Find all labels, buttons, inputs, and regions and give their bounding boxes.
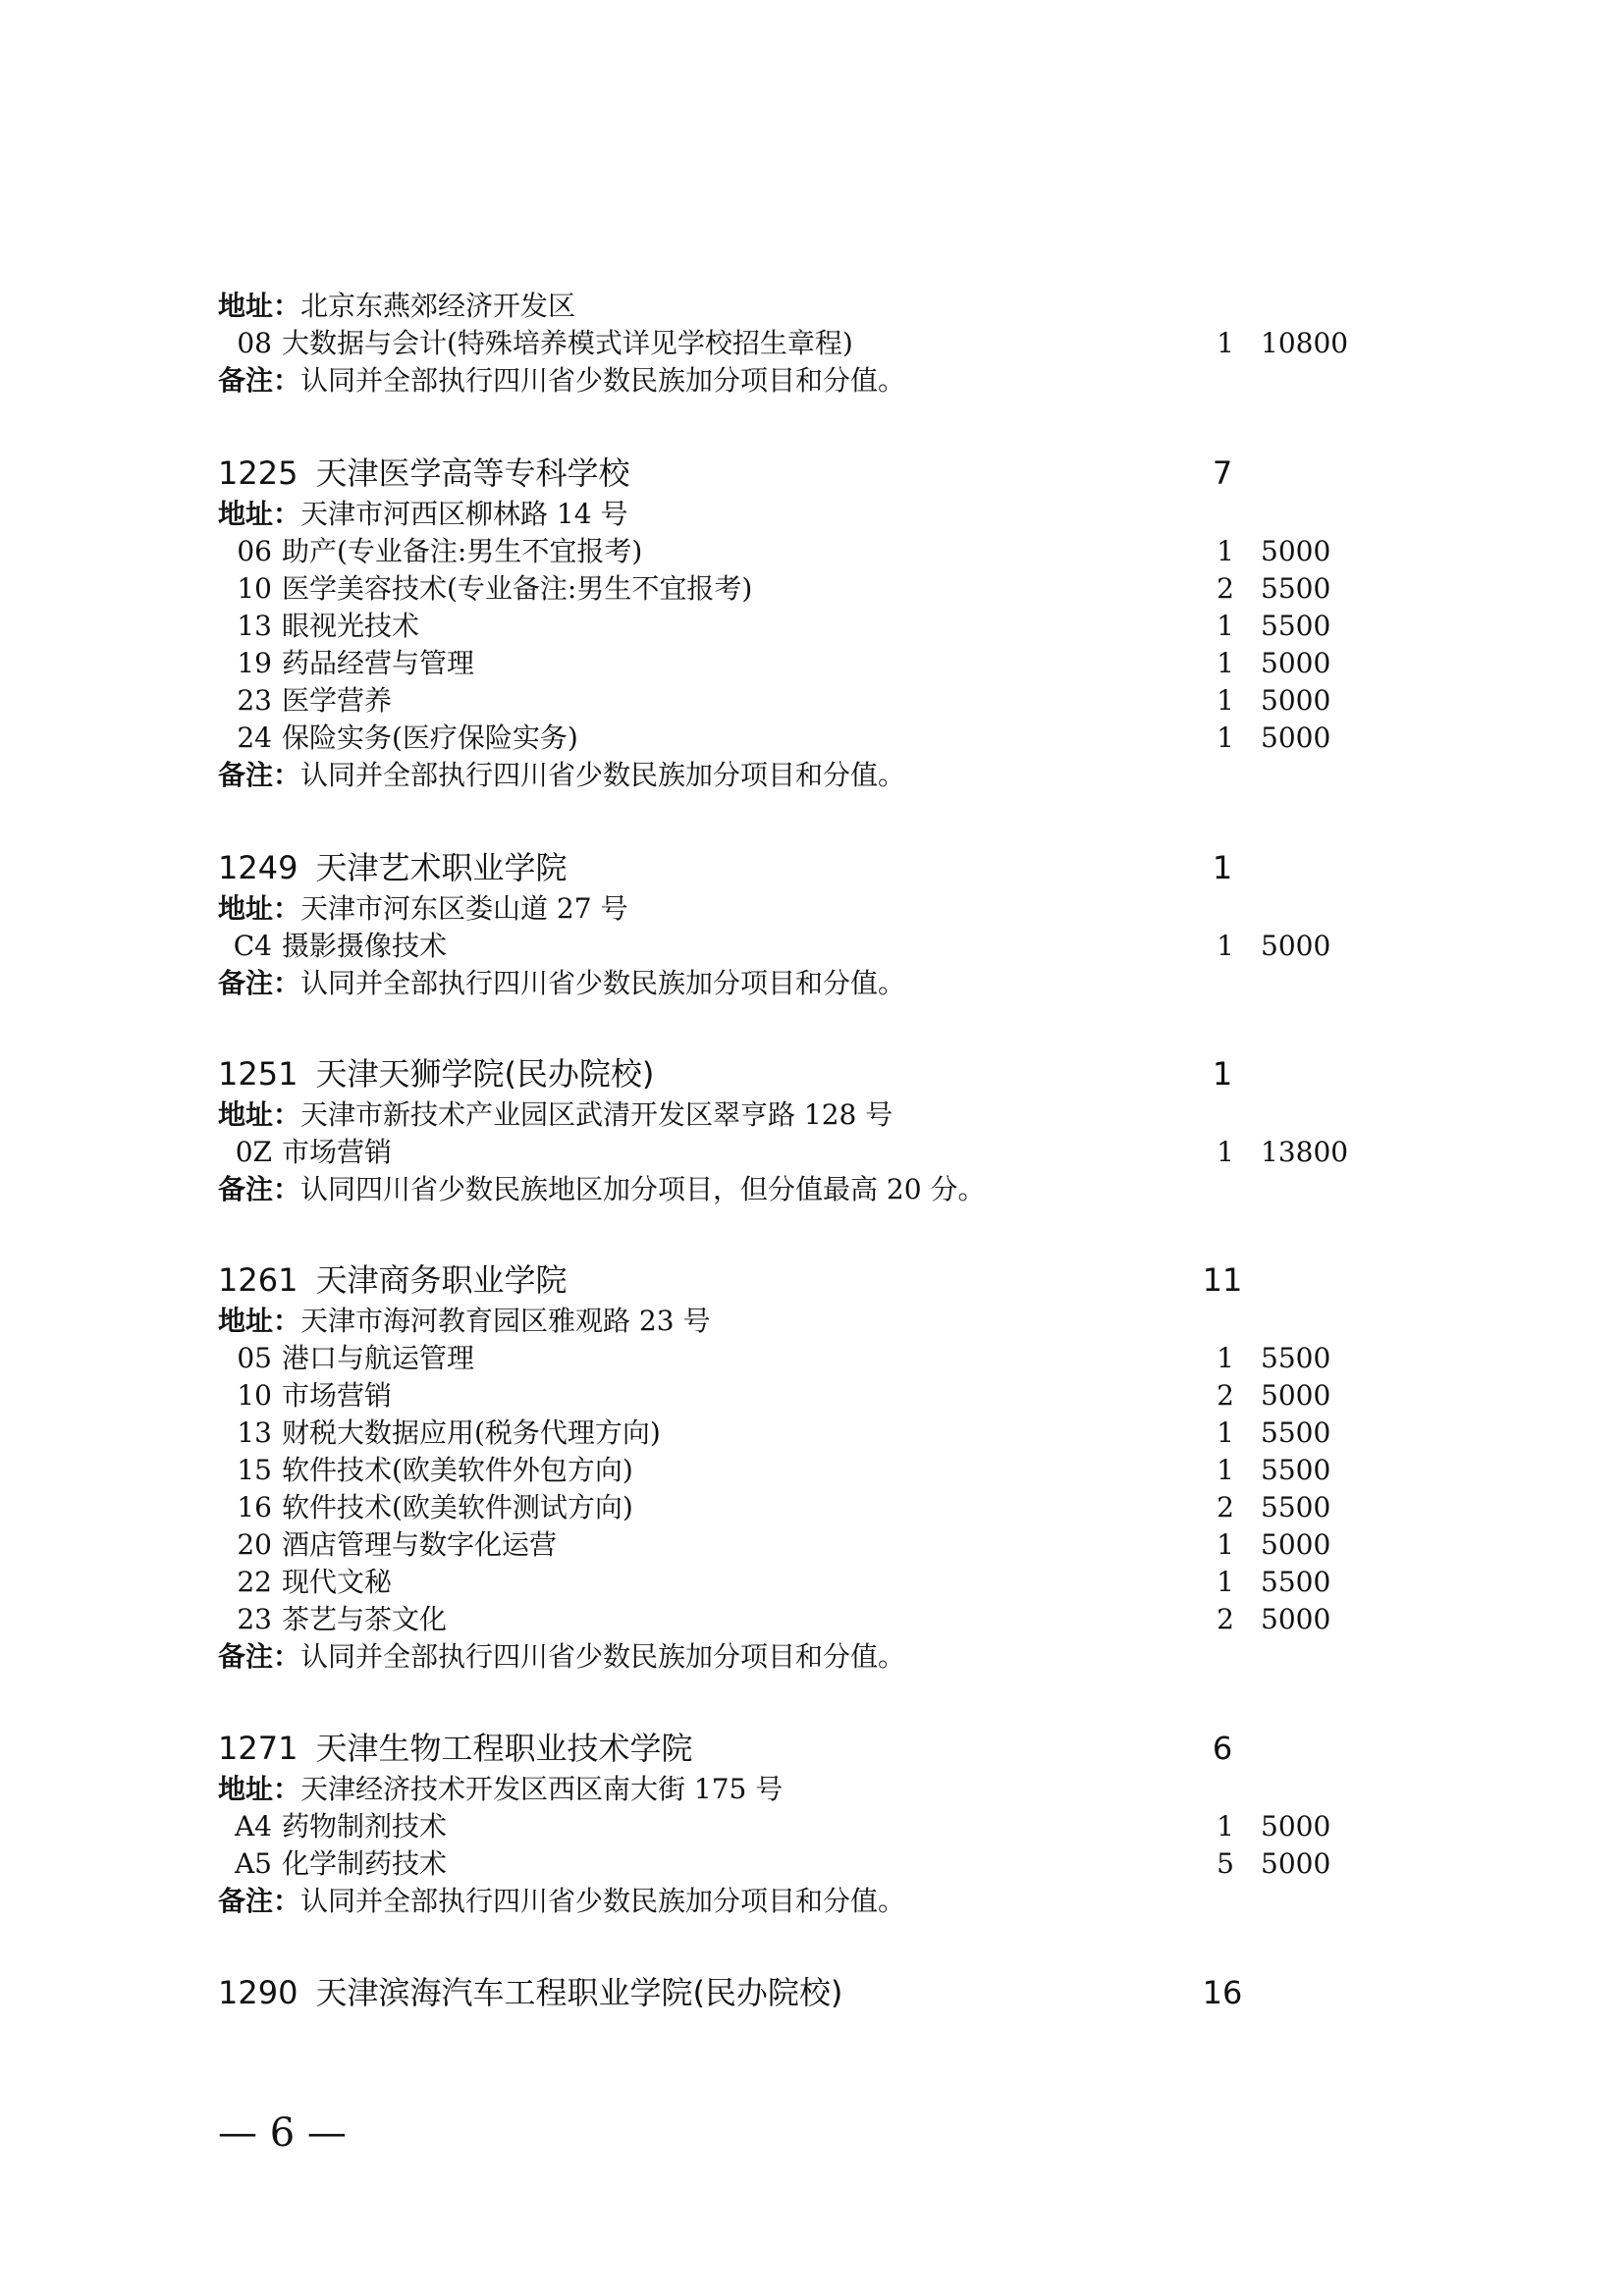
note-text: 认同并全部执行四川省少数民族加分项目和分值。 (300, 967, 906, 999)
note-text: 认同四川省少数民族地区加分项目，但分值最高 20 分。 (300, 1173, 986, 1205)
major-code: 16 (237, 1491, 272, 1523)
school-name: 天津滨海汽车工程职业学院(民办院校) (315, 1974, 843, 2011)
major-code: A4 (234, 1810, 272, 1842)
major-count: 5 (1217, 1847, 1234, 1880)
major-row (218, 570, 1396, 608)
school-code: 1290 (218, 1974, 298, 2011)
school-header (218, 1052, 1396, 1095)
major-code: 23 (237, 1603, 272, 1635)
address-label: 地址： (218, 892, 301, 925)
major-fee: 5000 (1261, 1528, 1331, 1561)
note-line (218, 1638, 1396, 1676)
major-row (218, 608, 1396, 645)
major-row (218, 1845, 1396, 1883)
address-label: 地址： (218, 498, 301, 530)
major-row (218, 1601, 1396, 1638)
major-name: 财税大数据应用(税务代理方向) (282, 1416, 661, 1449)
major-name: 药品经营与管理 (282, 647, 475, 679)
major-count: 1 (1217, 930, 1234, 962)
major-code: 06 (237, 535, 272, 567)
major-count: 1 (1217, 1136, 1234, 1168)
major-row (218, 1377, 1396, 1415)
major-name: 医学美容技术(专业备注:男生不宜报考) (282, 572, 753, 605)
major-code: 13 (237, 610, 272, 642)
school-header (218, 846, 1396, 889)
note-text: 认同并全部执行四川省少数民族加分项目和分值。 (300, 364, 906, 397)
address-text: 天津市海河教育园区雅观路 23 号 (300, 1305, 711, 1337)
school-header (218, 1727, 1396, 1770)
major-name: 大数据与会计(特殊培养模式详见学校招生章程) (282, 327, 853, 359)
major-count: 1 (1217, 1528, 1234, 1561)
major-count: 2 (1217, 572, 1234, 605)
major-fee: 10800 (1261, 327, 1349, 359)
note-label: 备注： (218, 967, 301, 999)
school-name: 天津商务职业学院 (315, 1261, 568, 1299)
address-text: 天津市河东区娄山道 27 号 (300, 892, 628, 925)
major-count: 1 (1217, 1342, 1234, 1374)
major-name: 保险实务(医疗保险实务) (282, 721, 578, 754)
major-row (218, 1526, 1396, 1564)
school-code: 1225 (218, 454, 298, 492)
major-fee: 5000 (1261, 647, 1331, 679)
major-code: 19 (237, 647, 272, 679)
major-code: 0Z (235, 1136, 272, 1168)
major-code: 24 (237, 721, 272, 754)
major-row (218, 1808, 1396, 1845)
major-name: 市场营销 (282, 1379, 393, 1412)
school-plan-count: 16 (1202, 1974, 1243, 2011)
major-fee: 5500 (1261, 1566, 1331, 1598)
major-row (218, 1564, 1396, 1601)
major-name: 软件技术(欧美软件外包方向) (282, 1454, 633, 1486)
major-count: 1 (1217, 647, 1234, 679)
school-name: 天津医学高等专科学校 (315, 454, 630, 492)
address-line (218, 288, 1396, 325)
major-code: A5 (234, 1847, 272, 1880)
address-line (218, 1303, 1396, 1340)
major-fee: 5500 (1261, 1416, 1331, 1449)
major-row (218, 1340, 1396, 1377)
major-name: 软件技术(欧美软件测试方向) (282, 1491, 633, 1523)
major-row (218, 720, 1396, 757)
major-count: 1 (1217, 1566, 1234, 1598)
note-label: 备注： (218, 759, 301, 791)
address-label: 地址： (218, 1305, 301, 1337)
major-count: 1 (1217, 535, 1234, 567)
school-header (218, 1258, 1396, 1302)
address-text: 天津市河西区柳林路 14 号 (300, 498, 628, 530)
major-name: 港口与航运管理 (282, 1342, 475, 1374)
major-fee: 5000 (1261, 1810, 1331, 1842)
major-count: 1 (1217, 721, 1234, 754)
major-code: 23 (237, 684, 272, 717)
major-code: 10 (237, 1379, 272, 1412)
major-count: 1 (1217, 610, 1234, 642)
major-name: 茶艺与茶文化 (282, 1603, 448, 1635)
major-fee: 5000 (1261, 1603, 1331, 1635)
major-name: 市场营销 (282, 1136, 393, 1168)
major-code: 05 (237, 1342, 272, 1374)
major-fee: 5000 (1261, 1847, 1331, 1880)
school-header (218, 452, 1396, 495)
major-row (218, 325, 1396, 362)
school-code: 1261 (218, 1261, 298, 1299)
note-label: 备注： (218, 1173, 301, 1205)
major-row (218, 645, 1396, 682)
note-label: 备注： (218, 364, 301, 397)
major-code: 15 (237, 1454, 272, 1486)
school-code: 1271 (218, 1730, 298, 1767)
major-code: 20 (237, 1528, 272, 1561)
major-count: 1 (1217, 1416, 1234, 1449)
school-plan-count: 11 (1202, 1261, 1243, 1299)
school-plan-count: 1 (1212, 849, 1233, 886)
address-text: 天津市新技术产业园区武清开发区翠亨路 128 号 (300, 1098, 893, 1131)
note-line (218, 965, 1396, 1002)
major-fee: 13800 (1261, 1136, 1349, 1168)
major-row (218, 682, 1396, 720)
note-line (218, 1883, 1396, 1920)
major-name: 医学营养 (282, 684, 393, 717)
major-name: 化学制药技术 (282, 1847, 448, 1880)
major-fee: 5000 (1261, 1379, 1331, 1412)
school-code: 1249 (218, 849, 298, 886)
address-line (218, 1771, 1396, 1808)
address-label: 地址： (218, 1773, 301, 1805)
school-name: 天津生物工程职业技术学院 (315, 1730, 693, 1767)
school-code: 1251 (218, 1055, 298, 1093)
major-count: 1 (1217, 1454, 1234, 1486)
major-row (218, 928, 1396, 965)
major-count: 1 (1217, 327, 1234, 359)
school-header (218, 1971, 1396, 2014)
major-row (218, 1134, 1396, 1171)
major-row (218, 1452, 1396, 1489)
major-fee: 5000 (1261, 930, 1331, 962)
major-row (218, 1415, 1396, 1452)
major-fee: 5000 (1261, 535, 1331, 567)
school-plan-count: 7 (1212, 454, 1233, 492)
major-count: 2 (1217, 1379, 1234, 1412)
note-text: 认同并全部执行四川省少数民族加分项目和分值。 (300, 759, 906, 791)
note-label: 备注： (218, 1640, 301, 1673)
note-text: 认同并全部执行四川省少数民族加分项目和分值。 (300, 1640, 906, 1673)
major-fee: 5500 (1261, 610, 1331, 642)
major-fee: 5500 (1261, 572, 1331, 605)
major-code: 22 (237, 1566, 272, 1598)
note-label: 备注： (218, 1885, 301, 1917)
major-code: 08 (237, 327, 272, 359)
major-name: 酒店管理与数字化运营 (282, 1528, 558, 1561)
major-code: 13 (237, 1416, 272, 1449)
major-fee: 5500 (1261, 1491, 1331, 1523)
major-row (218, 533, 1396, 570)
major-name: 摄影摄像技术 (282, 930, 448, 962)
major-name: 眼视光技术 (282, 610, 420, 642)
address-label: 地址： (218, 1098, 301, 1131)
address-text: 天津经济技术开发区西区南大街 175 号 (300, 1773, 784, 1805)
major-count: 2 (1217, 1603, 1234, 1635)
major-code: C4 (233, 930, 272, 962)
school-name: 天津艺术职业学院 (315, 849, 568, 886)
address-label: 地址： (218, 290, 301, 322)
school-name: 天津天狮学院(民办院校) (315, 1055, 655, 1093)
major-count: 1 (1217, 1810, 1234, 1842)
note-text: 认同并全部执行四川省少数民族加分项目和分值。 (300, 1885, 906, 1917)
major-code: 10 (237, 572, 272, 605)
major-count: 1 (1217, 684, 1234, 717)
note-line (218, 757, 1396, 794)
major-name: 药物制剂技术 (282, 1810, 448, 1842)
school-plan-count: 6 (1212, 1730, 1233, 1767)
major-fee: 5500 (1261, 1454, 1331, 1486)
note-line (218, 1171, 1396, 1208)
address-line (218, 1096, 1396, 1134)
major-fee: 5000 (1261, 684, 1331, 717)
address-line (218, 496, 1396, 533)
major-fee: 5000 (1261, 721, 1331, 754)
address-line (218, 890, 1396, 928)
page-number: — 6 — (218, 2110, 347, 2156)
address-text: 北京东燕郊经济开发区 (300, 290, 576, 322)
major-fee: 5500 (1261, 1342, 1331, 1374)
note-line (218, 362, 1396, 400)
major-row (218, 1489, 1396, 1526)
major-name: 现代文秘 (282, 1566, 393, 1598)
major-count: 2 (1217, 1491, 1234, 1523)
major-name: 助产(专业备注:男生不宜报考) (282, 535, 643, 567)
school-plan-count: 1 (1212, 1055, 1233, 1093)
